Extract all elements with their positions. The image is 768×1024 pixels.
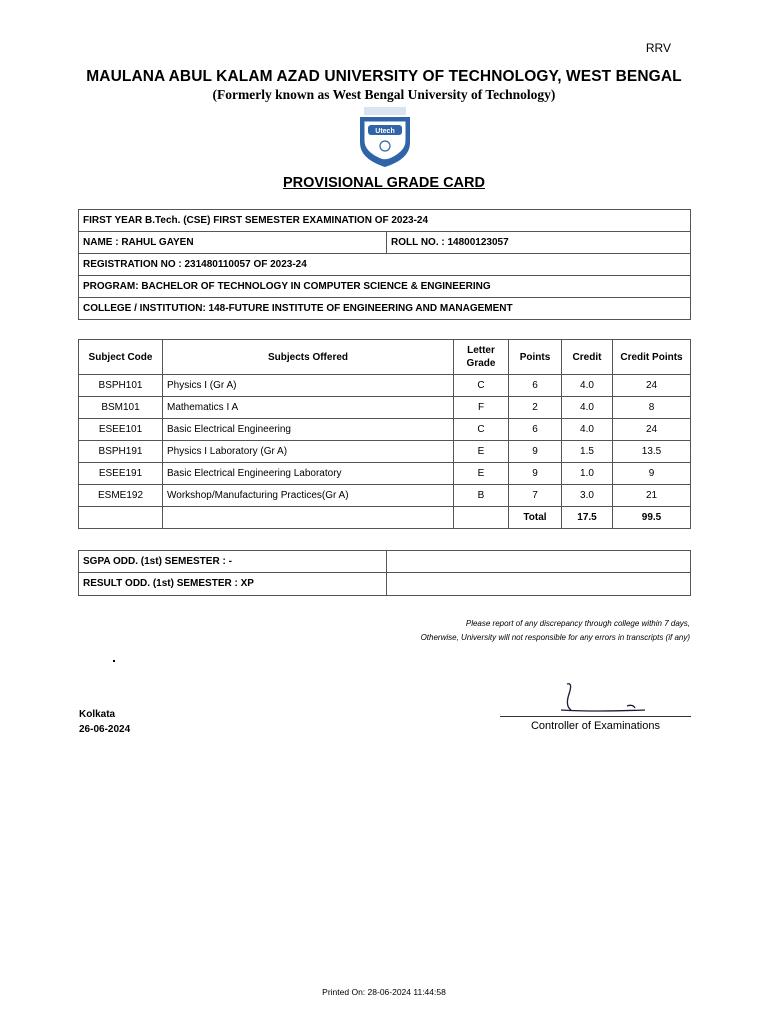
empty-cell — [163, 507, 454, 529]
empty-cell — [79, 507, 163, 529]
credit: 4.0 — [562, 397, 613, 419]
exam-name: FIRST YEAR B.Tech. (CSE) FIRST SEMESTER EXAMINATION OF 2023-24 — [83, 215, 429, 226]
logo-text: Utech — [375, 128, 395, 135]
header-credit: Credit — [562, 340, 613, 375]
points: 7 — [509, 485, 562, 507]
grades-header-row — [79, 340, 691, 375]
discrepancy-note: Please report of any discrepancy through college within 7 days, — [465, 619, 690, 628]
credit: 1.0 — [562, 463, 613, 485]
program-row — [78, 275, 691, 298]
total-row — [79, 507, 691, 529]
letter-grade: C — [454, 419, 509, 441]
header-subjects-offered: Subjects Offered — [163, 340, 454, 375]
header-letter-grade: Letter Grade — [454, 340, 509, 375]
points: 9 — [509, 441, 562, 463]
credit-points: 8 — [613, 397, 691, 419]
credit-points: 9 — [613, 463, 691, 485]
credit-points: 24 — [613, 375, 691, 397]
header-points: Points — [509, 340, 562, 375]
points: 2 — [509, 397, 562, 419]
total-credit: 17.5 — [562, 507, 613, 529]
dot-mark — [113, 660, 115, 662]
credit: 4.0 — [562, 375, 613, 397]
university-name: MAULANA ABUL KALAM AZAD UNIVERSITY OF TECHNOLOGY, WEST BENGAL — [86, 68, 682, 85]
points: 9 — [509, 463, 562, 485]
table-row — [79, 441, 691, 463]
subject-name: Basic Electrical Engineering — [163, 419, 454, 441]
subject-code: ESEE101 — [79, 419, 163, 441]
document-code: RRV — [645, 41, 671, 55]
credit-points: 24 — [613, 419, 691, 441]
letter-grade: F — [454, 397, 509, 419]
student-name: NAME : RAHUL GAYEN — [83, 237, 194, 248]
table-row — [79, 485, 691, 507]
points: 6 — [509, 375, 562, 397]
sgpa-row — [78, 550, 691, 573]
exam-row — [78, 209, 691, 232]
total-label: Total — [509, 507, 562, 529]
table-row — [79, 375, 691, 397]
credit-points: 13.5 — [613, 441, 691, 463]
registration-number: REGISTRATION NO : 231480110057 OF 2023-24 — [83, 259, 307, 270]
controller-of-examinations: Controller of Examinations — [500, 716, 691, 732]
place: Kolkata — [79, 709, 116, 720]
letter-grade: E — [454, 441, 509, 463]
total-credit-points: 99.5 — [613, 507, 691, 529]
subject-code: BSPH101 — [79, 375, 163, 397]
grades-table — [78, 339, 691, 529]
subject-code: ESEE191 — [79, 463, 163, 485]
points: 6 — [509, 419, 562, 441]
subject-code: BSPH191 — [79, 441, 163, 463]
university-logo-icon — [354, 103, 416, 169]
letter-grade: E — [454, 463, 509, 485]
credit: 4.0 — [562, 419, 613, 441]
result-row — [78, 572, 691, 596]
table-row — [79, 419, 691, 441]
place-date — [79, 707, 130, 737]
result-empty-cell — [386, 573, 391, 595]
empty-cell — [454, 507, 509, 529]
table-row — [79, 397, 691, 419]
sgpa-empty-cell — [386, 551, 391, 572]
name-roll-row — [78, 231, 691, 254]
grade-card-title: PROVISIONAL GRADE CARD — [283, 175, 485, 191]
roll-number: ROLL NO. : 14800123057 — [386, 232, 509, 253]
issue-date: 26-06-2024 — [79, 724, 131, 735]
signature-icon — [515, 680, 655, 720]
credit-points: 21 — [613, 485, 691, 507]
sgpa-value: SGPA ODD. (1st) SEMESTER : - — [83, 556, 232, 567]
subject-code: ESME192 — [79, 485, 163, 507]
college-row — [78, 297, 691, 320]
subject-name: Basic Electrical Engineering Laboratory — [163, 463, 454, 485]
registration-row — [78, 253, 691, 276]
program-name: PROGRAM: BACHELOR OF TECHNOLOGY IN COMPUTER SCIENCE & ENGINEERING — [83, 281, 491, 292]
header-credit-points: Credit Points — [613, 340, 691, 375]
credit: 1.5 — [562, 441, 613, 463]
responsibility-note: Otherwise, University will not responsible for any errors in transcripts (if any) — [420, 633, 690, 642]
subject-name: Physics I (Gr A) — [163, 375, 454, 397]
header-subject-code: Subject Code — [79, 340, 163, 375]
printed-on: Printed On: 28-06-2024 11:44:58 — [322, 987, 446, 997]
letter-grade: B — [454, 485, 509, 507]
subject-name: Workshop/Manufacturing Practices(Gr A) — [163, 485, 454, 507]
subject-name: Mathematics I A — [163, 397, 454, 419]
university-former-name: (Formerly known as West Bengal University of Technology) — [212, 87, 556, 102]
subject-name: Physics I Laboratory (Gr A) — [163, 441, 454, 463]
college-name: COLLEGE / INSTITUTION: 148-FUTURE INSTITUTE OF ENGINEERING AND MANAGEMENT — [83, 303, 513, 314]
table-row — [79, 463, 691, 485]
subject-code: BSM101 — [79, 397, 163, 419]
letter-grade: C — [454, 375, 509, 397]
result-value: RESULT ODD. (1st) SEMESTER : XP — [83, 578, 254, 589]
credit: 3.0 — [562, 485, 613, 507]
